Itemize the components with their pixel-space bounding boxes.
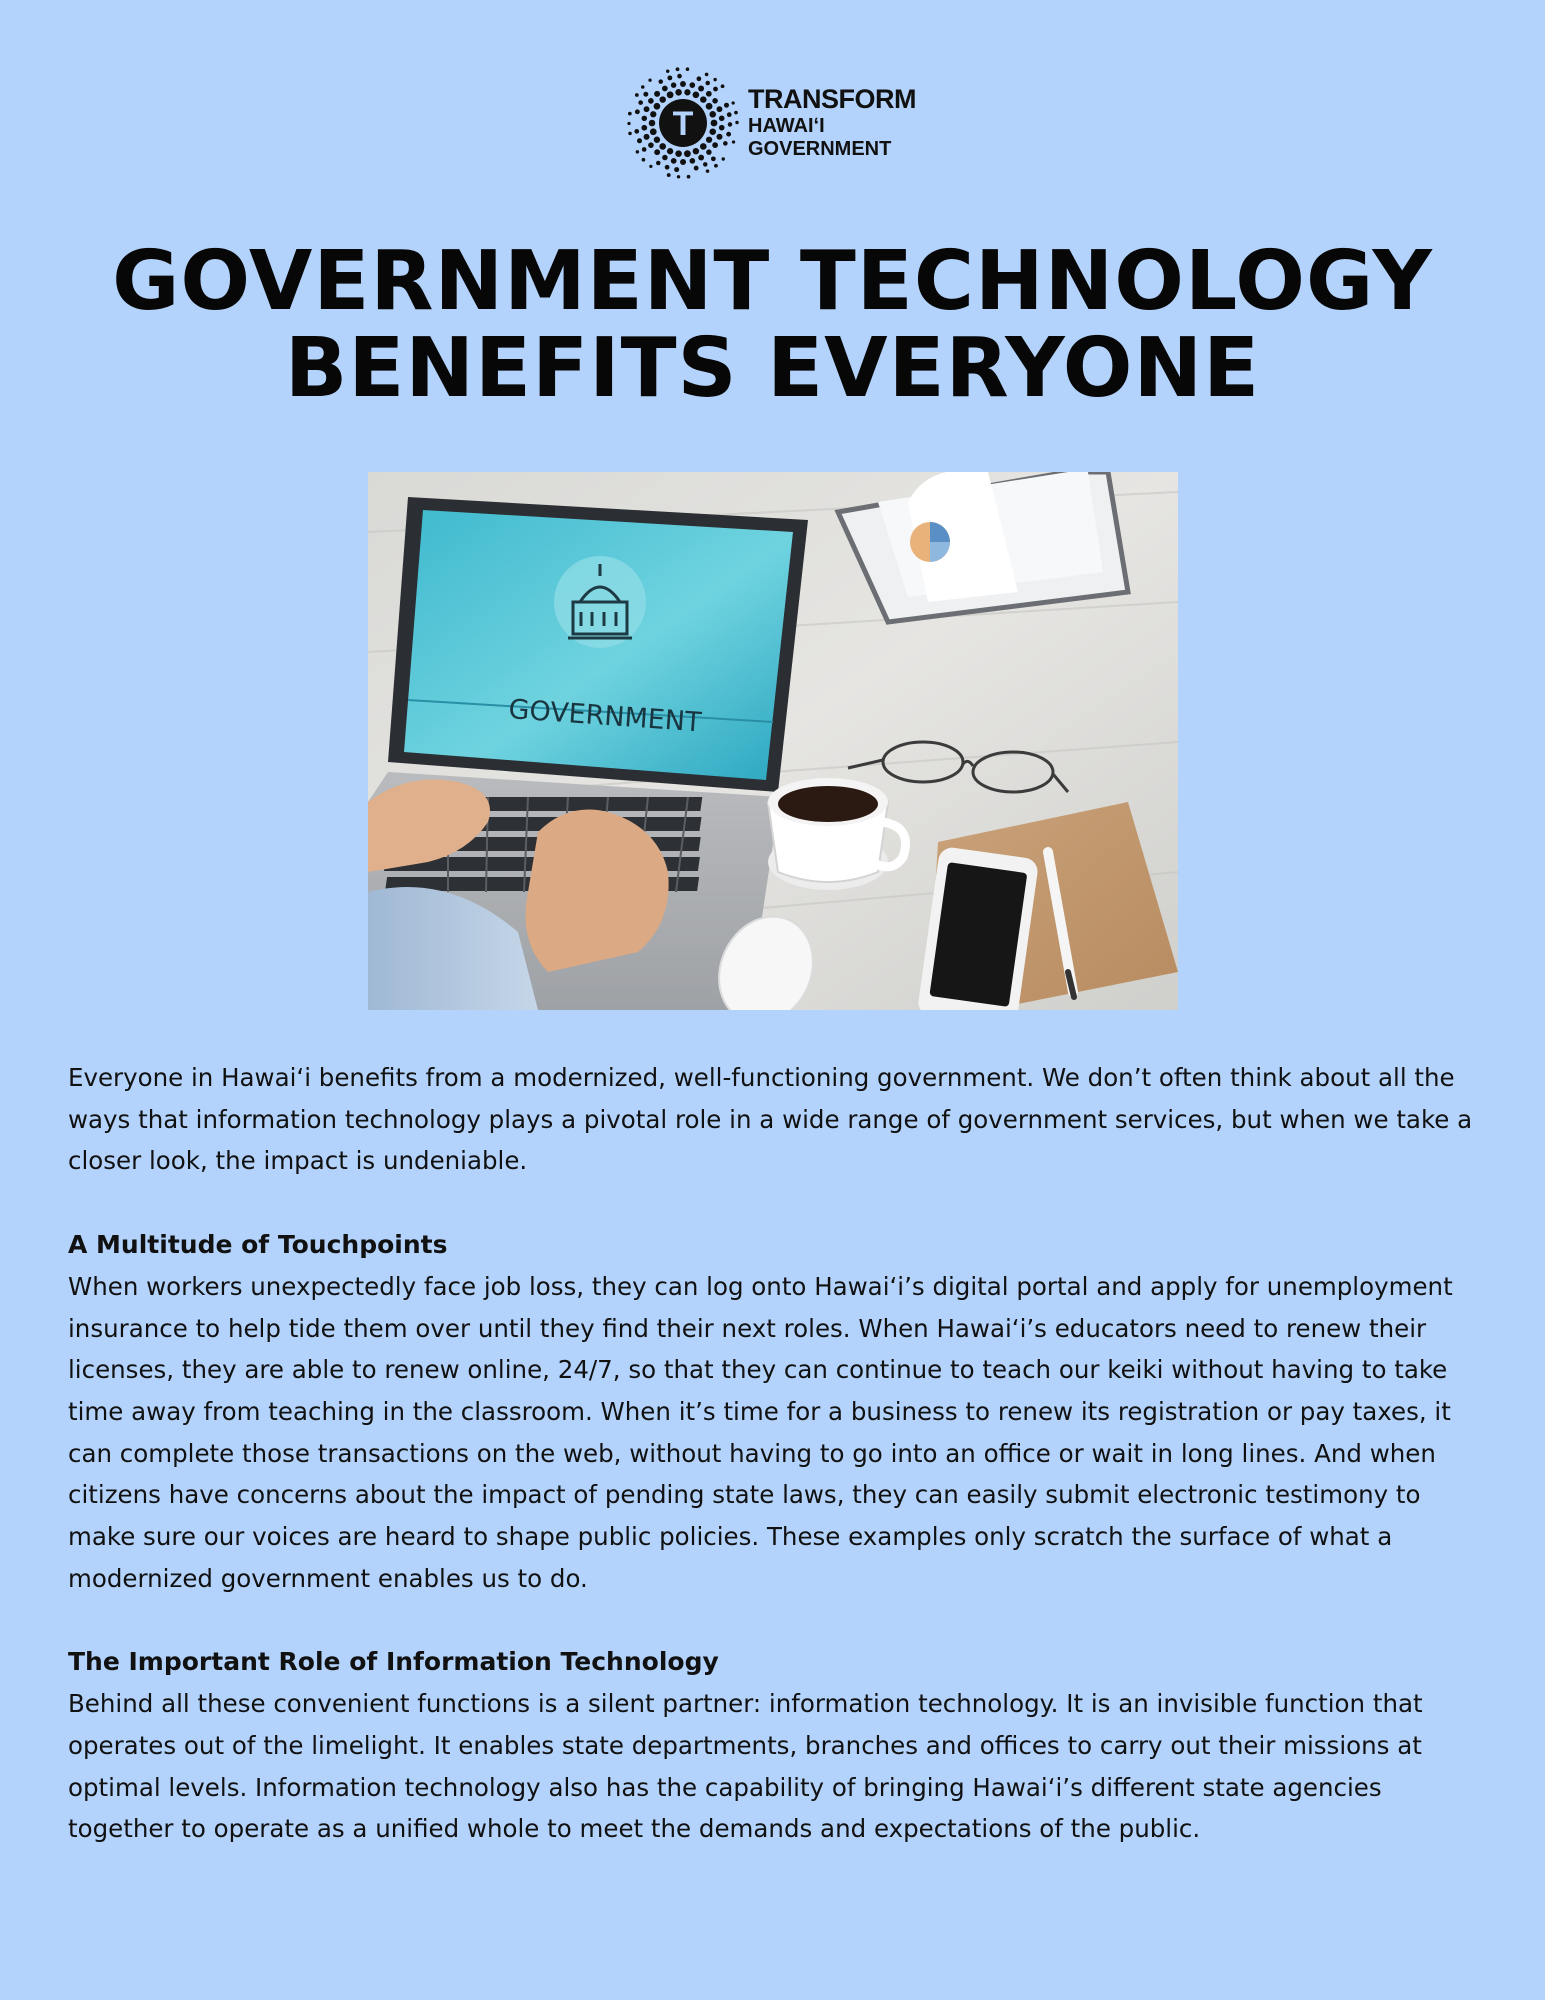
logo-dot	[641, 125, 647, 131]
logo-dot	[726, 132, 731, 137]
logo-dot	[675, 89, 682, 96]
logo-dot	[659, 96, 665, 102]
logo-dot	[728, 122, 733, 127]
logo-dot	[698, 85, 704, 91]
logo-dot	[700, 143, 707, 150]
logo-dot	[649, 120, 656, 127]
logo-dot	[723, 141, 728, 146]
logo-dot	[667, 173, 671, 177]
logo-dot	[656, 161, 661, 166]
logo-dot	[648, 98, 654, 104]
logo-dot	[694, 166, 699, 171]
logo-dot	[713, 87, 718, 92]
intro-paragraph: Everyone in Hawaiʻi benefits from a modernized, well-functioning government. We don’t often think about all the ways that information technology plays a pivotal role in a wide range of government services, but when we take a closer look, the impact is undeniable.	[68, 1063, 1473, 1176]
logo-dot	[644, 106, 650, 112]
logo-dot	[700, 96, 706, 102]
transform-hawaii-logo	[626, 66, 926, 182]
logo-dot	[675, 150, 682, 157]
logo-dot	[676, 67, 680, 71]
logo-dot	[709, 128, 716, 135]
logo-dot	[735, 121, 738, 124]
logo-dot	[711, 120, 718, 127]
section-heading-it-role: The Important Role of Information Technology	[68, 1647, 719, 1677]
logo-dot	[667, 75, 672, 80]
article-body	[68, 1057, 1488, 1850]
logo-line-hawaii: HAWAIʻI	[748, 115, 825, 137]
logo-dot	[680, 159, 686, 165]
logo-dot	[693, 91, 700, 98]
logo-dot	[628, 132, 632, 136]
logo-dot	[709, 111, 716, 118]
logo-dot	[734, 111, 738, 115]
logo-line-government: GOVERNMENT	[748, 138, 892, 160]
logo-dot	[635, 93, 639, 97]
laptop-screen-text: GOVERNMENT	[507, 694, 703, 739]
logo-dot	[636, 150, 639, 153]
logo-dot	[667, 91, 674, 98]
logo-dot	[687, 175, 691, 179]
logo-dot	[658, 79, 663, 84]
logo-dot	[671, 82, 677, 88]
logo-dot	[667, 148, 673, 154]
logo-dot	[706, 103, 713, 110]
logo-dot	[650, 111, 656, 117]
logo-dot	[650, 128, 657, 135]
logo-dot	[727, 112, 732, 117]
logo-dot	[712, 142, 718, 148]
logo-dot	[705, 73, 709, 77]
logo-dot	[690, 158, 696, 164]
logo-dot	[634, 129, 639, 134]
logo-dot	[705, 81, 710, 86]
logo-dot	[698, 155, 704, 161]
logo-dot	[706, 91, 712, 97]
logo-dot	[714, 164, 718, 168]
logo-dot	[732, 101, 735, 104]
logo-dot	[732, 140, 735, 143]
logo-dot	[721, 84, 725, 88]
logo-dot	[628, 112, 632, 116]
logo-dot	[642, 147, 647, 152]
logo-dot	[643, 92, 648, 97]
logo-dot	[677, 175, 680, 178]
logo-dot	[706, 137, 712, 143]
page-title	[60, 234, 1485, 416]
logo-dot	[666, 69, 669, 72]
logo-dot	[642, 158, 646, 162]
logo-dot	[693, 148, 699, 154]
logo-dot	[680, 81, 686, 87]
logo-dot	[637, 138, 642, 143]
logo-dot	[684, 89, 690, 95]
logo-dot	[659, 143, 666, 150]
government-laptop-photo	[368, 472, 1178, 1010]
logo-dot	[662, 155, 668, 161]
logo-dot	[722, 157, 725, 160]
logo-dot	[724, 103, 729, 108]
logo-dot	[677, 74, 682, 79]
section-body-touchpoints: When workers unexpectedly face job loss, they can log onto Hawaiʻi’s digital portal and apply for unemployment insurance to help tide them over until they find their next roles. When Hawaiʻi’s educators need to renew their licenses, they are able to renew online, 24/7, so that they can continue to teach our keiki without having to take time away from teaching in the classroom. When it’s time for a business to renew its registration or pay taxes, it can complete those transactions on the web, without having to go into an office or wait in long lines. And when citizens have concerns about the impact of pending state laws, they can easily submit electronic testimony to make sure our voices are heard to shape public policies. These examples only scratch the surface of what a modernized government enables us to do.	[68, 1271, 1453, 1593]
logo-dot	[716, 134, 722, 140]
logo-dot	[649, 165, 652, 168]
logo-dot	[641, 85, 645, 89]
logo-dot	[638, 100, 643, 105]
logo-dot	[689, 82, 695, 88]
logo-dot	[635, 109, 640, 114]
logo-dot	[706, 149, 712, 155]
logo-dot	[627, 122, 630, 125]
section-body-it-role: Behind all these convenient functions is a silent partner: information technology. It is an invisible function that operates out of the limelight. It enables state departments, branches and offices to carry out their missions at optimal levels. Information technology also has the capability of bringing Hawaiʻi’s different state agencies together to operate as a unified whole to meet the demands and expectations of the public.	[68, 1689, 1423, 1844]
logo-mark-letter: T	[672, 105, 694, 143]
logo-dot	[706, 169, 710, 173]
page-title-line-2: BENEFITS EVERYONE	[284, 321, 1261, 416]
logo-line-transform: TRANSFORM	[748, 84, 916, 114]
logo-dot	[642, 116, 648, 122]
logo-dot	[665, 165, 670, 170]
logo-wordmark	[748, 86, 916, 159]
logo-dot	[719, 115, 725, 121]
logo-dot	[711, 156, 716, 161]
logo-dot	[719, 125, 725, 131]
logo-dot	[717, 106, 723, 112]
logo-dot	[648, 142, 654, 148]
logo-dot	[644, 134, 650, 140]
logo-dot	[686, 67, 690, 71]
logo-dot	[654, 137, 660, 143]
logo-dot	[648, 79, 651, 82]
logo-dotted-ring-icon	[626, 66, 740, 180]
page-title-line-1: GOVERNMENT TECHNOLOGY	[112, 234, 1433, 329]
logo-dot	[654, 149, 660, 155]
logo-dot	[671, 158, 677, 164]
logo-dot	[654, 103, 661, 110]
logo-dot	[713, 78, 716, 81]
logo-dot	[712, 98, 718, 104]
logo-dot	[674, 167, 679, 172]
logo-dot	[697, 76, 702, 81]
logo-dot	[654, 91, 660, 97]
logo-dot	[684, 150, 691, 157]
section-heading-touchpoints: A Multitude of Touchpoints	[68, 1230, 448, 1260]
logo-dot	[703, 162, 708, 167]
logo-dot	[662, 86, 668, 92]
